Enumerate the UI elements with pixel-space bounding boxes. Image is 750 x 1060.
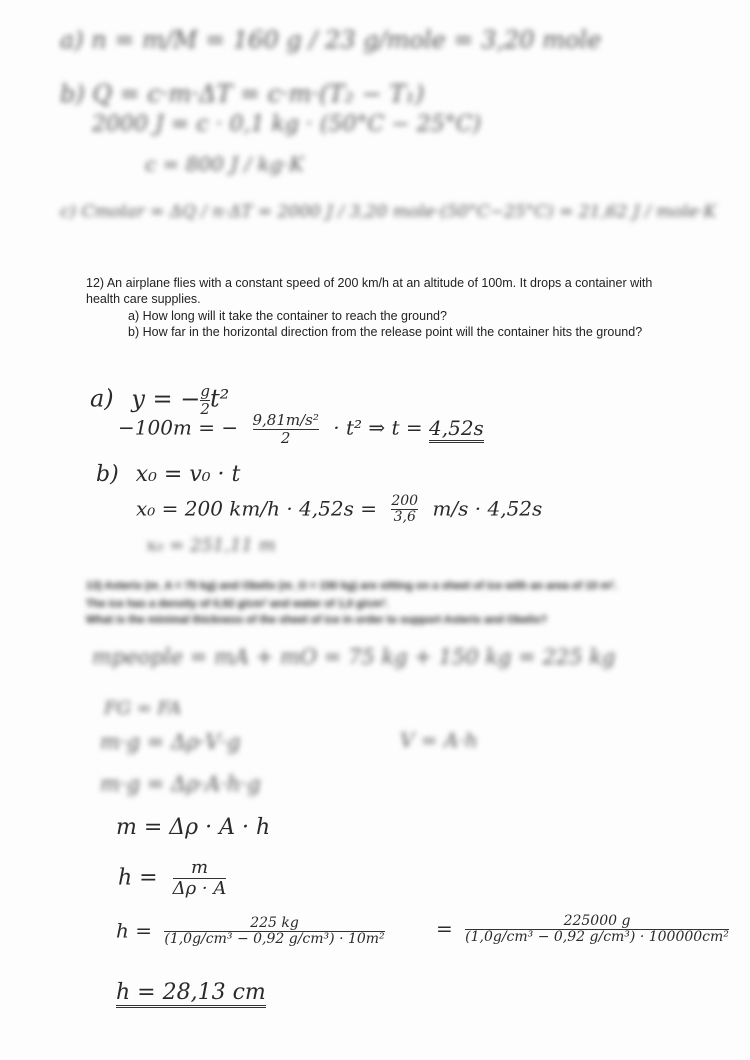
q11-answer-b-line2: 2000 J = c · 0,1 kg · (50°C − 25°C) — [92, 112, 482, 137]
q11-answer-a: a) n = m/M = 160 g / 23 g/mole = 3,20 mole — [60, 26, 602, 54]
q13-question-line1: 13) Asterix (m_A = 75 kg) and Obelix (m_O = 150 kg) are sitting on a sheet of ice with an area of 10 m². — [86, 580, 618, 592]
q13-volume-eq: V = A·h — [400, 728, 478, 752]
q13-h-substitution: h = $\frac{225 kg}{\text{(1,0g/cm³ − 0,92 g/cm³) · 10m²}}$ — [116, 915, 385, 948]
q13-mass-sum: mpeople = mA + mO = 75 kg + 150 kg = 225 kg — [92, 645, 616, 669]
q12-answer-b-result: x₀ = 251,11 m — [146, 535, 276, 556]
q12-question-b: b) How far in the horizontal direction from the release point will the container hits the ground? — [128, 325, 643, 339]
q13-question-line3: What is the minimal thickness of the sheet of ice in order to support Asterix and Obelix? — [86, 614, 548, 626]
q13-eq1: m·g = Δρ·V·g — [100, 730, 241, 754]
q11-answer-c: c) Cmolar = ΔQ / n·ΔT = 2000 J / 3,20 mole·(50°C−25°C) = 21,62 J / mole·K — [60, 202, 717, 222]
q13-eq3: m = Δρ · A · h — [116, 815, 271, 840]
q12-answer-a-line2: −100m = − $\frac{\text{9,81m/s²}}{2}$ · t² ⇒ t = 4,52s — [118, 411, 484, 447]
q13-force-balance: FG = FA — [104, 698, 182, 719]
q12-answer-b-line2: x₀ = 200 km/h · 4,52s = $\frac{200}{3,6}$ m/s · 4,52s — [136, 493, 543, 526]
q11-answer-b-line3: c = 800 J / kg·K — [145, 152, 304, 176]
q12-question-a: a) How long will it take the container to reach the ground? — [128, 309, 447, 323]
q12-question-intro: 12) An airplane flies with a constant speed of 200 km/h at an altitude of 100m. It drops a container with health care supplies. — [86, 276, 653, 306]
q11-answer-b-line1: b) Q = c·m·ΔT = c·m·(T₂ − T₁) — [60, 80, 425, 108]
q13-eq2: m·g = Δρ·A·h·g — [100, 772, 261, 796]
q12-answer-a-result: 4,52s — [429, 416, 484, 443]
q12-answer-a-line1: a) y = − $\frac{g}{2}$ t² — [90, 382, 230, 418]
q13-result: h = 28,13 cm — [116, 980, 266, 1005]
q13-question-line2: The ice has a density of 0,92 g/cm³ and water of 1,0 g/cm³. — [86, 598, 389, 610]
q13-h-formula: h = $\frac{m}{\Delta\rho \cdot A}$ — [118, 857, 227, 899]
q12-answer-b-line1: b) x₀ = v₀ · t — [96, 462, 241, 487]
q13-h-converted: = $\frac{225000 g}{\text{(1,0g/cm³ − 0,92 g/cm³) · 100000cm²}}$ — [436, 913, 729, 946]
